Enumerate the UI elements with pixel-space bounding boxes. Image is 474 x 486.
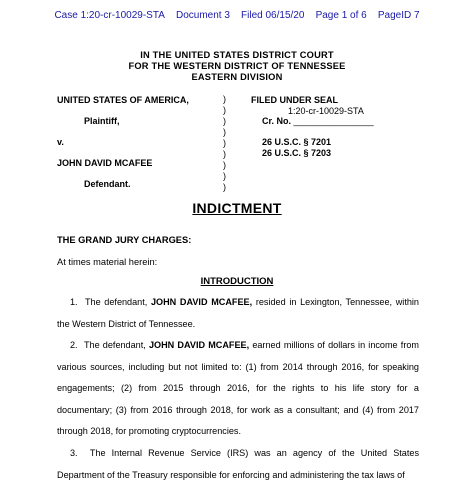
document-number: Document 3: [176, 10, 230, 21]
paragraph-2: [57, 335, 419, 443]
cr-no-blank: ________________: [293, 116, 374, 126]
defendant-name-inline: JOHN DAVID MCAFEE,: [148, 340, 250, 350]
indictment-title: INDICTMENT: [192, 200, 282, 216]
defendant-name: JOHN DAVID MCAFEE: [57, 158, 153, 168]
paragraph-3: [57, 443, 419, 486]
court-district: FOR THE WESTERN DISTRICT OF TENNESSEE: [128, 61, 346, 71]
paragraph-number: 1.: [70, 297, 78, 307]
paragraph-text: The defendant,: [83, 340, 149, 350]
plaintiff-role: Plaintiff,: [84, 116, 120, 126]
case-number: Case 1:20-cr-10029-STA: [54, 10, 165, 21]
caption-paren: ): [223, 105, 226, 115]
case-header-stamp: [0, 10, 474, 21]
paragraph-text: The defendant,: [84, 297, 151, 307]
caption-paren: ): [223, 138, 226, 148]
court-name: IN THE UNITED STATES DISTRICT COURT: [140, 50, 334, 60]
page-count: Page 1 of 6: [315, 10, 367, 21]
defendant-name-inline: JOHN DAVID MCAFEE,: [150, 297, 253, 307]
caption-paren: ): [223, 127, 226, 137]
times-material: At times material herein:: [57, 257, 158, 267]
handwritten-case-number: 1:20-cr-10029-STA: [288, 106, 364, 116]
paragraph-text: earned millions of dollars in income from various sources, including but not limited to: (1) from 2014 through 2016, for speaking engagements; (2) from 2015 through 2016, for the rights to his life story for a documentary; (3) from 2016 through 2018, for work as a consultant; and (4) from 2017 through 2018, for promoting cryptocurrencies.: [57, 340, 419, 436]
paragraph-text: The Internal Revenue Service (IRS) was an agency of the United States Department of the Treasury responsible for enforcing and administering the tax laws of: [57, 448, 419, 480]
grand-jury-charges: THE GRAND JURY CHARGES:: [57, 235, 192, 245]
cr-no-field: [262, 116, 374, 126]
statute-7201: 26 U.S.C. § 7201: [262, 137, 332, 147]
caption-paren: ): [223, 116, 226, 126]
paragraph-number: 3.: [70, 448, 78, 458]
paragraph-text: resided in Lexington, Tennessee, within the Western District of Tennessee.: [57, 297, 419, 329]
paragraph-1: [57, 292, 419, 335]
court-division: EASTERN DIVISION: [191, 72, 283, 82]
filed-under-seal: FILED UNDER SEAL: [251, 95, 339, 105]
caption-paren: ): [223, 94, 226, 104]
caption-paren: ): [223, 149, 226, 159]
plaintiff-name: UNITED STATES OF AMERICA,: [57, 95, 189, 105]
defendant-role: Defendant.: [84, 179, 131, 189]
caption-paren: ): [223, 160, 226, 170]
statute-7203: 26 U.S.C. § 7203: [262, 148, 332, 158]
cr-no-label: Cr. No.: [262, 116, 294, 126]
filed-date: Filed 06/15/20: [241, 10, 305, 21]
paragraph-number: 2.: [70, 340, 78, 350]
caption-paren: ): [223, 171, 226, 181]
versus: v.: [57, 137, 64, 147]
caption-paren: ): [223, 182, 226, 192]
section-introduction: INTRODUCTION: [200, 276, 274, 287]
page-id: PageID 7: [377, 10, 420, 21]
